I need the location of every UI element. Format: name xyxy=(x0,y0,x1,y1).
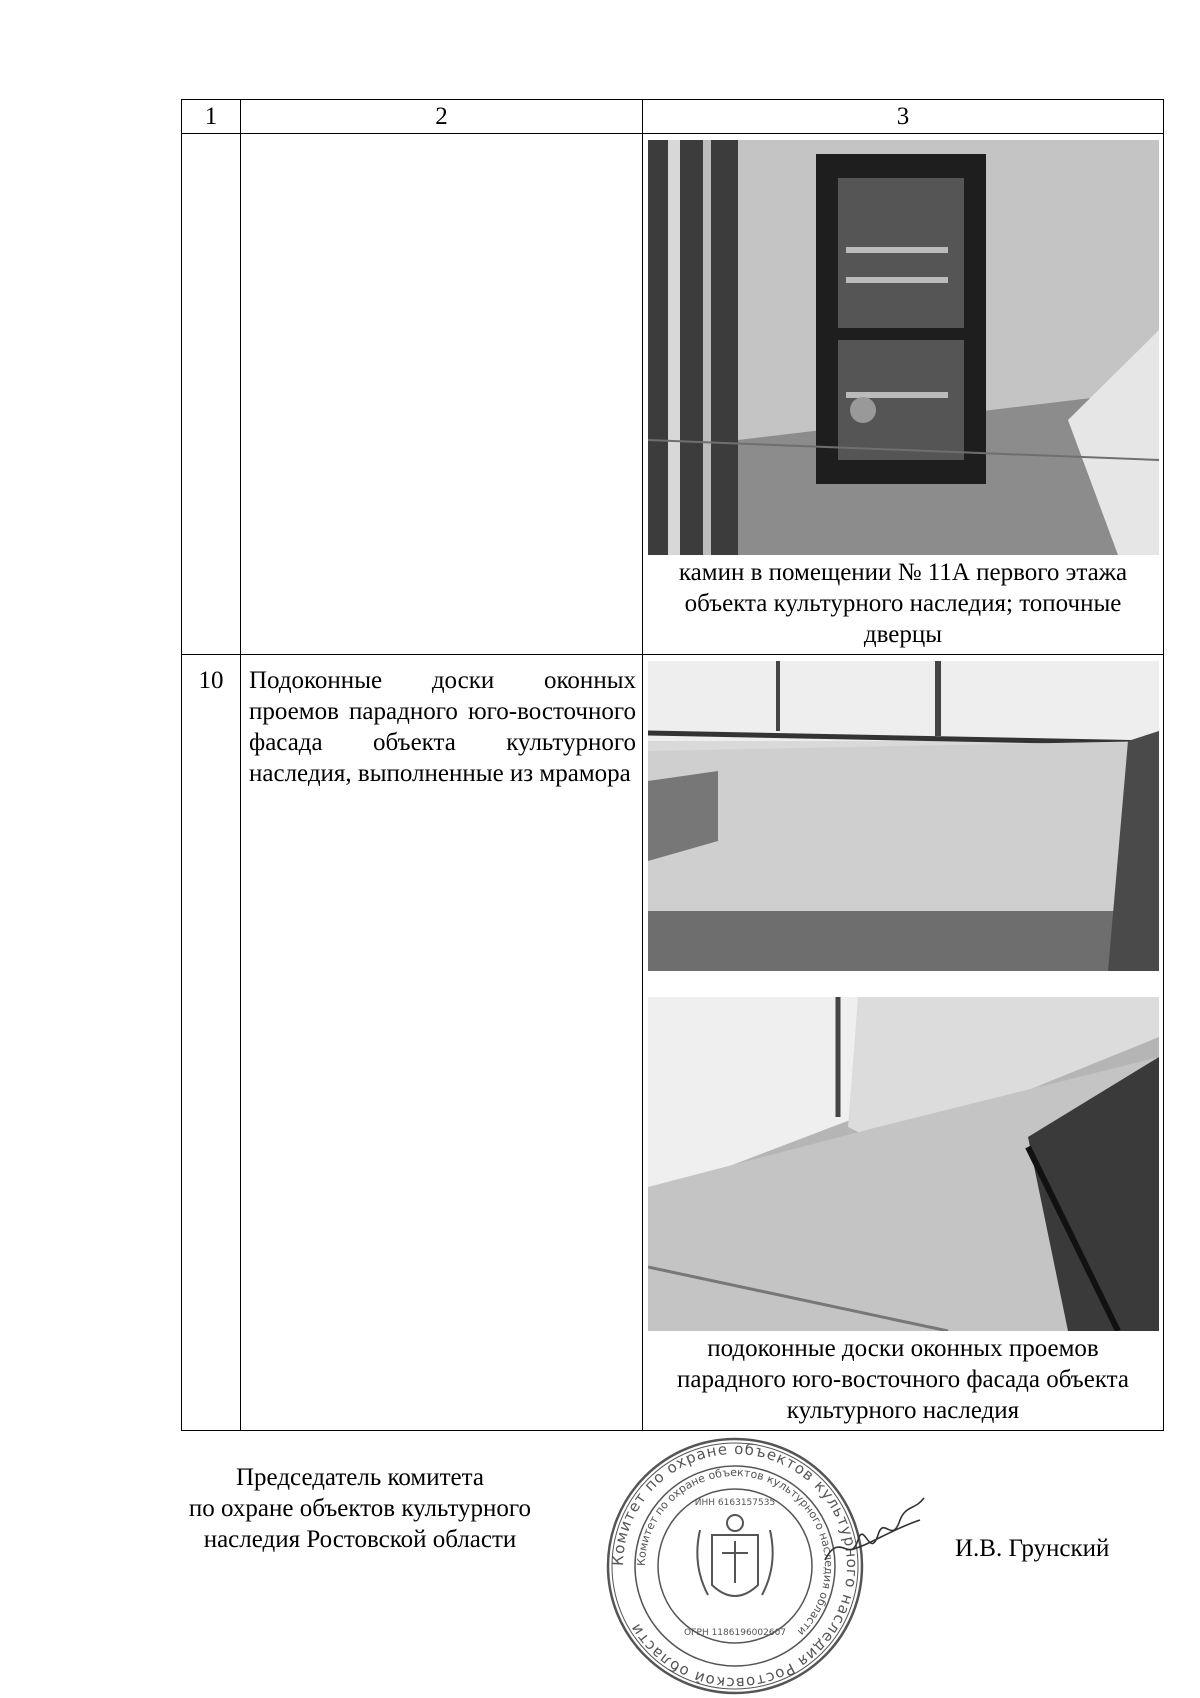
handwritten-signature xyxy=(820,1490,930,1580)
position-line: Председатель комитета xyxy=(236,1464,484,1491)
table-row xyxy=(182,655,1164,1431)
seal-inn: ИНН 6163157535 xyxy=(694,1498,776,1508)
row-description xyxy=(241,134,643,655)
header-row xyxy=(182,100,1164,134)
column-header-2: 2 xyxy=(241,100,643,134)
seal-ogrn: ОГРН 1186196002607 xyxy=(683,1628,787,1638)
column-header-1: 1 xyxy=(182,100,241,134)
windowsill-photo-1 xyxy=(648,661,1159,971)
seal-inner-text: Комитет по охране объектов культурного наследия области xyxy=(634,1465,836,1639)
seal-outer-text: Комитет по охране объектов культурного наследия Ростовской области xyxy=(608,1439,862,1693)
fireplace-doors-photo xyxy=(648,140,1159,555)
position-line: наследия Ростовской области xyxy=(203,1526,517,1553)
row-photos xyxy=(643,134,1164,655)
photo-caption: камин в помещении № 11А первого этажа объекта культурного наследия; топочные дверцы xyxy=(678,559,1128,648)
column-header-3: 3 xyxy=(643,100,1164,134)
table-row xyxy=(182,134,1164,655)
row-description-text: Подоконные доски оконных проемов парадного юго-восточного фасада объекта культурного наследия, выполненные из мрамора xyxy=(249,667,636,787)
row-photos xyxy=(643,655,1164,1431)
row-description xyxy=(241,655,643,1431)
row-number xyxy=(182,134,241,655)
windowsill-photo-2 xyxy=(648,997,1159,1331)
position-line: по охране объектов культурного xyxy=(188,1495,532,1522)
coat-of-arms-icon xyxy=(697,1515,772,1596)
photo-caption: подоконные доски оконных проемов парадного юго-восточного фасада объекта культурного наследия xyxy=(677,1335,1129,1424)
row-number: 10 xyxy=(182,655,241,1431)
object-table xyxy=(181,99,1164,1431)
signatory-name: И.В. Грунский xyxy=(955,1535,1110,1562)
signatory-position xyxy=(150,1462,570,1555)
